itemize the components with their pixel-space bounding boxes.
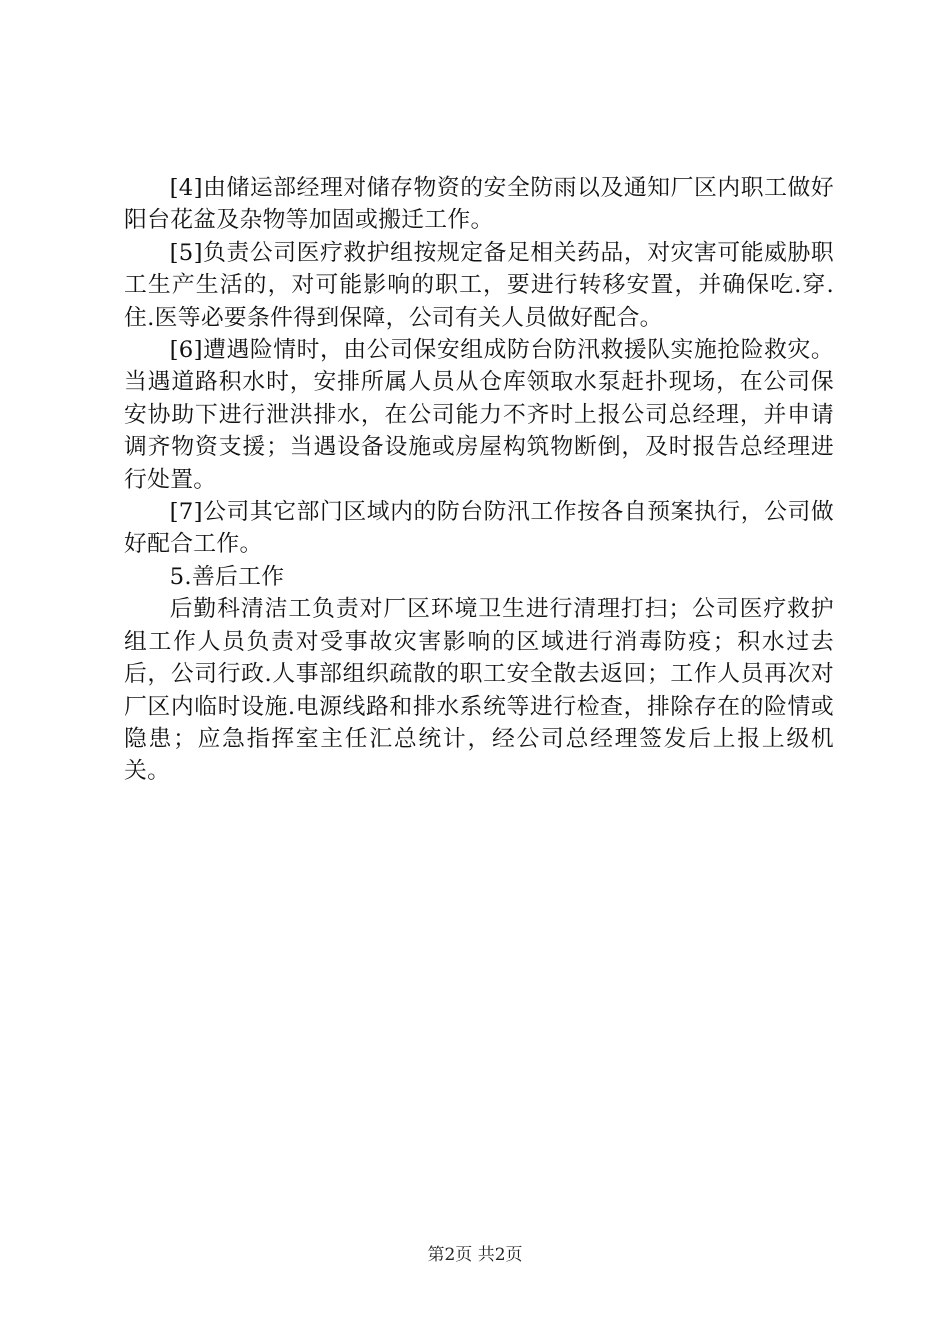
page-footer: 第2页 共2页: [427, 1245, 523, 1265]
paragraph-item-6: [6]遭遇险情时，由公司保安组成防台防汛救援队实施抢险救灾。当遇道路积水时，安排所属人员从仓库领取水泵赶扑现场，在公司保安协助下进行泄洪排水，在公司能力不齐时上报公司总经理，并申请调齐物资支援；当遇设备设施或房屋构筑物断倒，及时报告总经理进行处置。: [124, 337, 834, 493]
section-paragraph-aftermath: 后勤科清洁工负责对厂区环境卫生进行清理打扫；公司医疗救护组工作人员负责对受事故灾害影响的区域进行消毒防疫；积水过去后，公司行政.人事部组织疏散的职工安全散去返回；工作人员再次对厂区内临时设施.电源线路和排水系统等进行检查，排除存在的险情或隐患；应急指挥室主任汇总统计，经公司总经理签发后上报上级机关。: [124, 596, 834, 785]
paragraph-item-5: [5]负责公司医疗救护组按规定备足相关药品，对灾害可能威胁职工生产生活的，对可能影响的职工，要进行转移安置，并确保吃.穿.住.医等必要条件得到保障，公司有关人员做好配合。: [124, 239, 834, 331]
document-body: [124, 172, 834, 788]
paragraph-item-4: [4]由储运部经理对储存物资的安全防雨以及通知厂区内职工做好阳台花盆及杂物等加固或搬迁工作。: [124, 175, 834, 234]
paragraph-item-7: [7]公司其它部门区域内的防台防汛工作按各自预案执行，公司做好配合工作。: [124, 499, 834, 558]
section-heading-aftermath: 5.善后工作: [169, 563, 285, 590]
